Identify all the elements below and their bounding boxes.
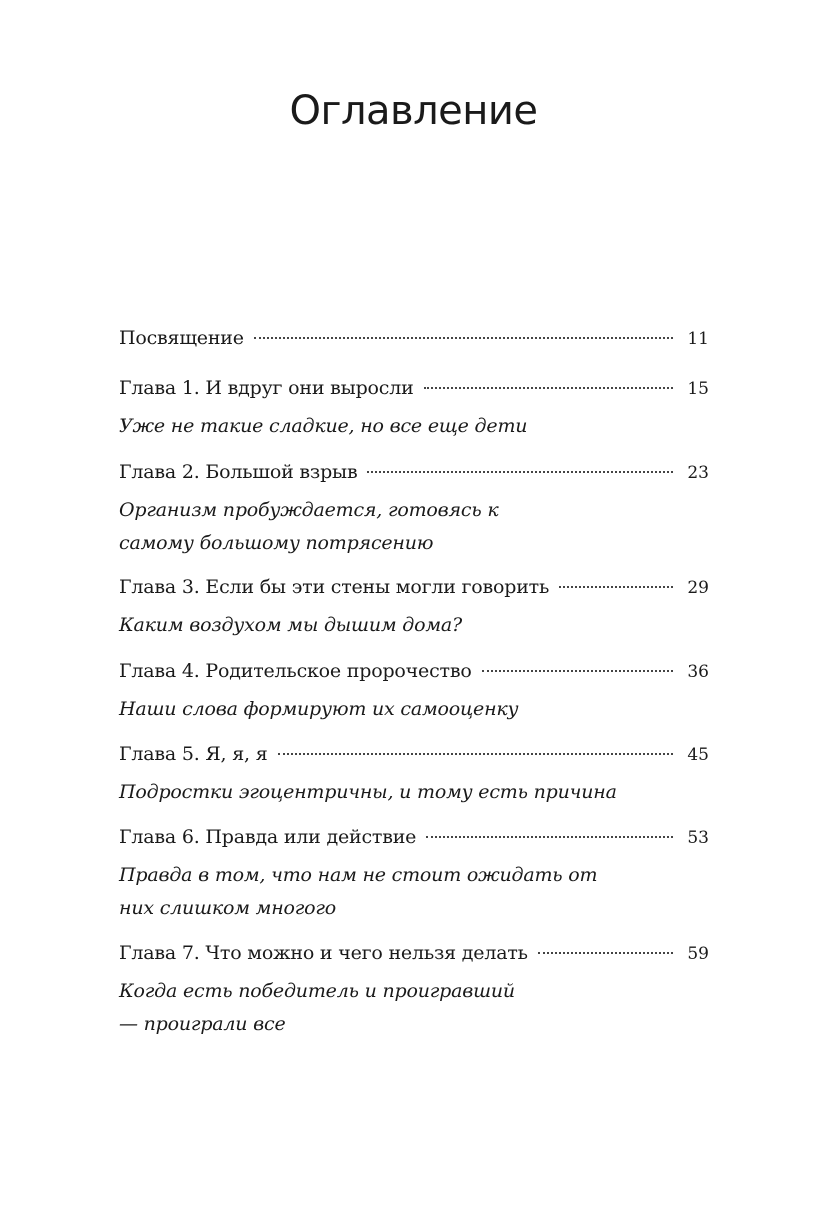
toc-entry-line: [119, 942, 709, 975]
toc-entry-chapter-5[interactable]: [119, 743, 709, 809]
toc-entry-title: Посвящение: [119, 327, 244, 349]
toc-entry-chapter-4[interactable]: [119, 660, 709, 726]
toc-entry-subtitle: Организм пробуждается, готовясь к самому большому потрясению: [119, 499, 499, 554]
dot-leader: [367, 471, 673, 473]
dot-leader: [254, 337, 673, 339]
toc-entry-title: Глава 6. Правда или действие: [119, 826, 417, 848]
page-title: Оглавление: [289, 88, 538, 134]
toc-entry-page: 45: [687, 745, 709, 765]
toc-entry-title: Глава 3. Если бы эти стены могли говорить: [119, 576, 550, 598]
toc-entry-subtitle: Правда в том, что нам не стоит ожидать от них слишком многого: [119, 864, 598, 919]
toc-entry-dedication[interactable]: [119, 327, 709, 360]
dot-leader: [278, 753, 674, 755]
toc-entry-chapter-1[interactable]: [119, 377, 709, 443]
toc-entry-subtitle: Когда есть победитель и проигравший — проиграли все: [119, 980, 515, 1035]
toc-entry-chapter-6[interactable]: [119, 826, 709, 925]
toc-entry-subtitle: Каким воздухом мы дышим дома?: [119, 614, 463, 636]
dot-leader: [559, 586, 673, 588]
toc-entry-page: 29: [687, 578, 709, 598]
toc-entry-page: 59: [687, 944, 709, 964]
toc-entry-chapter-3[interactable]: [119, 576, 709, 642]
toc-entry-page: 53: [687, 828, 709, 848]
toc-entry-page: 11: [687, 329, 709, 349]
toc-entry-page: 36: [687, 662, 709, 682]
toc-entry-page: 23: [687, 463, 709, 483]
toc-entry-chapter-2[interactable]: [119, 461, 709, 560]
toc-entry-line: [119, 461, 709, 494]
toc-entry-title: Глава 5. Я, я, я: [119, 743, 268, 765]
toc-entry-line: [119, 660, 709, 693]
toc-entry-title: Глава 7. Что можно и чего нельзя делать: [119, 942, 528, 964]
toc-entry-line: [119, 576, 709, 609]
dot-leader: [538, 952, 673, 954]
toc-entry-subtitle: Уже не такие сладкие, но все еще дети: [119, 415, 528, 437]
toc-entry-line: [119, 826, 709, 859]
toc-entry-chapter-7[interactable]: [119, 942, 709, 1041]
toc-entry-title: Глава 1. И вдруг они выросли: [119, 377, 414, 399]
toc-entry-subtitle: Подростки эгоцентричны, и тому есть причина: [119, 781, 617, 803]
dot-leader: [426, 836, 673, 838]
toc-entry-line: [119, 377, 709, 410]
toc-entry-subtitle: Наши слова формируют их самооценку: [119, 698, 519, 720]
toc-entry-line: [119, 327, 709, 360]
toc-entry-page: 15: [687, 379, 709, 399]
dot-leader: [482, 670, 673, 672]
toc-entry-line: [119, 743, 709, 776]
dot-leader: [424, 387, 673, 389]
toc-entry-title: Глава 2. Большой взрыв: [119, 461, 358, 483]
toc-entry-title: Глава 4. Родительское пророчество: [119, 660, 472, 682]
